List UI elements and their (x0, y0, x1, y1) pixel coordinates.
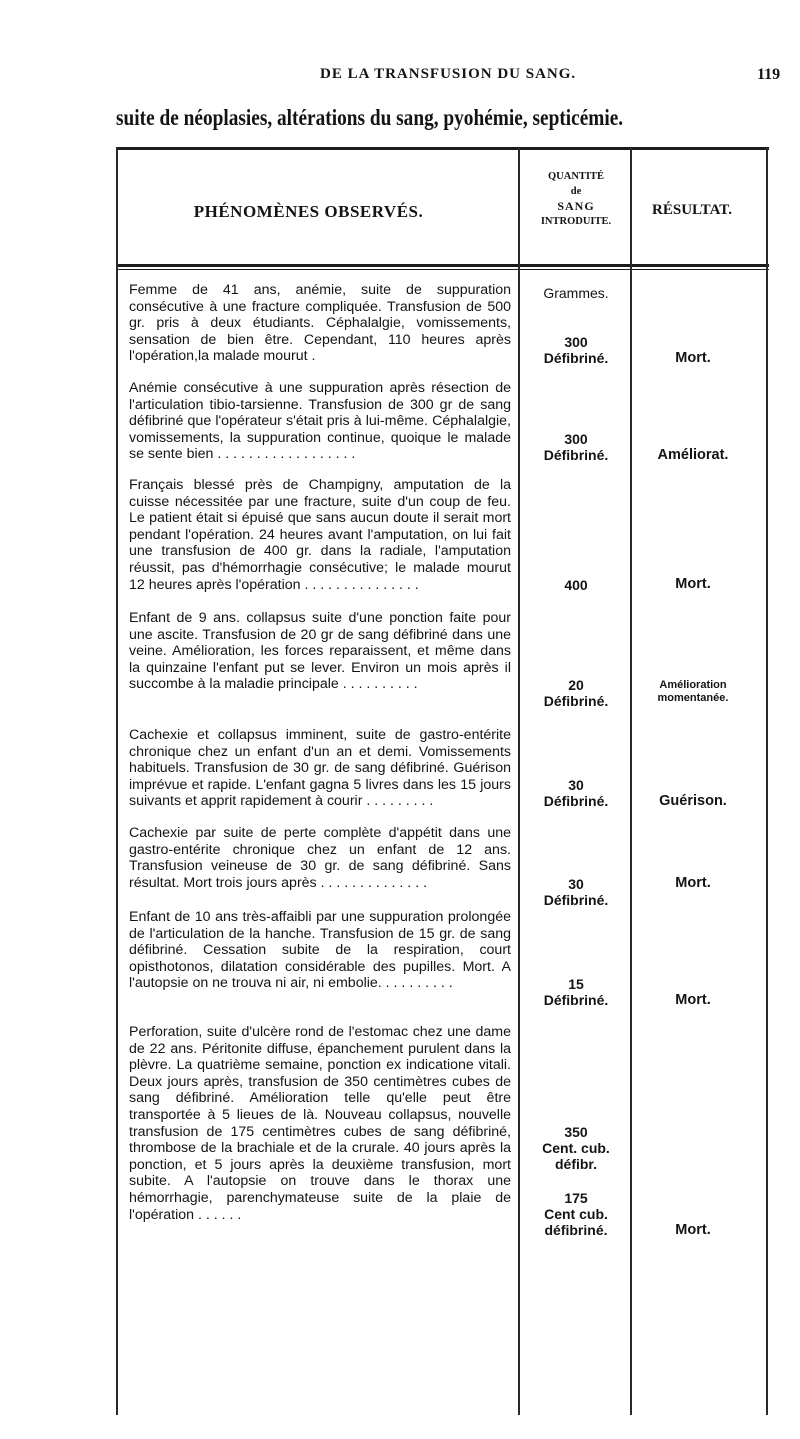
qty-note: Défibriné. (543, 793, 609, 809)
units-label: Grammes. (543, 285, 609, 301)
qty-value: 300 (564, 431, 588, 447)
table-row-6-qty (524, 876, 628, 908)
qty-note: Cent cub. (544, 1206, 608, 1222)
qty-value: 350 (564, 1124, 588, 1140)
header-phenomena: PHÉNOMÈNES OBSERVÉS. (193, 202, 424, 221)
qty-note: Défibriné. (543, 693, 609, 709)
header-quantity-line1: QUANTITÉ (547, 171, 604, 182)
qty-note: Défibriné. (543, 447, 609, 463)
qty-value: 30 (568, 777, 584, 793)
header-bottom-rule-thin (116, 269, 769, 270)
table-row-3-text: Français blessé près de Champigny, amputation de la cuisse nécessitée par une fracture, suite d'un coup de feu. Le patient était si épuisé que sans aucun doute il serait mort pendant l'opération. 24 heures avant l'amputation, on lui fait une transfusion de 400 gr. dans la radiale, l'amputation réussit, pas d'hémorrhagie consécutive; le malade mourut 12 heures après l'opération . . . . . . . . . . . . . . . (129, 477, 511, 593)
qty-note-2: défibr. (554, 1156, 597, 1172)
table-row-6-text: Cachexie par suite de perte complète d'appétit dans une gastro-entérite chronique chez un enfant de 12 ans. Transfusion veineuse de 30 gr. de sang défibriné. Sans résultat. Mort trois jours après . . . . . . . . . . . . . . (129, 825, 511, 891)
continuation-title: suite de néoplasies, altérations du sang, pyohémie, septicémie. (116, 105, 624, 130)
header-result: RÉSULTAT. (652, 202, 732, 218)
table-row-8-result: Mort. (675, 1222, 711, 1238)
qty-column-rule (518, 147, 520, 1415)
table-row-6-result: Mort. (675, 875, 711, 891)
transfusion-table (116, 147, 769, 1415)
running-head (0, 66, 800, 86)
table-row-5-text: Cachexie et collapsus imminent, suite de gastro-entérite chronique chez un enfant d'un an et demi. Vomissements habituels. Transfusion de 30 gr. de sang défibriné. Guérison imprévue et rapide. L'enfant gagna 5 livres dans les 15 jours suivants et apprit rapidement à courir . . . . . . . . . (129, 727, 511, 810)
table-row-5-qty (524, 777, 628, 809)
table-top-rule (116, 147, 769, 150)
qty-note: Cent. cub. (542, 1140, 610, 1156)
qty-note: Défibriné. (543, 892, 609, 908)
table-row-4-text: Enfant de 9 ans. collapsus suite d'une ponction faite pour une ascite. Transfusion de 20 gr de sang défibriné dans une veine. Amélioration, les forces reparaissent, et même dans la quinzaine l'enfant put se lever. Environ un mois après il succombe à la maladie principale . . . . . . . . . . (129, 610, 511, 693)
header-quantity-line3: SANG (557, 199, 595, 213)
page-number: 119 (757, 66, 781, 83)
right-border (766, 147, 768, 1415)
qty-note: Défibriné. (543, 350, 609, 366)
qty-value: 175 (564, 1190, 588, 1206)
table-row-1-text: Femme de 41 ans, anémie, suite de suppuration consécutive à une fracture compliquée. Transfusion de 500 gr. pris à deux étudiants. Céphalalgie, vomissements, sensation de bien être. Cependant, 110 heures après l'opération,la malade mourut . (129, 282, 511, 365)
left-border (116, 147, 118, 1415)
table-row-5-result: Guérison. (659, 793, 727, 809)
table-row-7-result: Mort. (675, 992, 711, 1008)
table-row-7-text: Enfant de 10 ans très-affaibli par une suppuration prolongée de l'articulation de la hanche. Transfusion de 15 gr. de sang défibriné. Cessation subite de la respiration, court opisthotonos, dilatation considérable des pupilles. Mort. A l'autopsie on ne trouva ni air, ni embolie. . . . . . . . . . (129, 909, 511, 992)
qty-value: 15 (568, 976, 584, 992)
running-title: DE LA TRANSFUSION DU SANG. (320, 66, 577, 82)
table-row-2-result: Améliorat. (657, 447, 729, 463)
header-bottom-rule (116, 264, 769, 267)
table-row-2-text: Anémie consécutive à une suppuration après résection de l'articulation tibio-tarsienne. Transfusion de 300 gr de sang défibriné que l'opérateur s'était pris à lui-même. Céphalalgie, vomissements, la suppuration continue, quoique le malade se sente bien . . . . . . . . . . . . . . . . . . (129, 380, 511, 463)
table-row-1-result: Mort. (675, 350, 711, 366)
header-quantity (524, 169, 628, 229)
header-quantity-line2: de (570, 186, 582, 197)
table-row-8-qty-b (524, 1190, 628, 1238)
table-row-1-qty (524, 334, 628, 366)
table-row-8-text: Perforation, suite d'ulcère rond de l'estomac chez une dame de 22 ans. Péritonite diffuse, épanchement purulent dans la plèvre. La quatrième semaine, ponction ex indicatione vitali. Deux jours après, transfusion de 350 centimètres cubes de sang défibriné. Amélioration telle qu'elle peut être transportée à 5 lieues de là. Nouveau collapsus, nouvelle transfusion de 175 centimètres cubes de sang défibriné, thrombose de la brachiale et de la crurale. 40 jours après la ponction, et 5 jours après la deuxième transfusion, mort subite. A l'autopsie on trouve dans le thorax une hémorrhagie, parenchymateuse suite de la plaie de l'opération . . . . . . (129, 1024, 511, 1223)
qty-note: Défibriné. (543, 992, 609, 1008)
qty-value: 300 (564, 334, 588, 350)
table-row-7-qty (524, 976, 628, 1008)
table-row-4-result: Amélioration momentanée. (657, 679, 729, 704)
table-row-2-qty (524, 431, 628, 463)
header-quantity-line4: INTRODUITE. (540, 216, 612, 227)
qty-value: 30 (568, 876, 584, 892)
table-row-3-result: Mort. (675, 576, 711, 592)
qty-value: 400 (564, 577, 588, 593)
qty-value: 20 (568, 677, 584, 693)
qty-note-2: défibriné. (544, 1222, 608, 1238)
table-row-3-qty (524, 577, 628, 593)
table-row-8-qty-a (524, 1124, 628, 1172)
table-row-4-qty (524, 677, 628, 709)
